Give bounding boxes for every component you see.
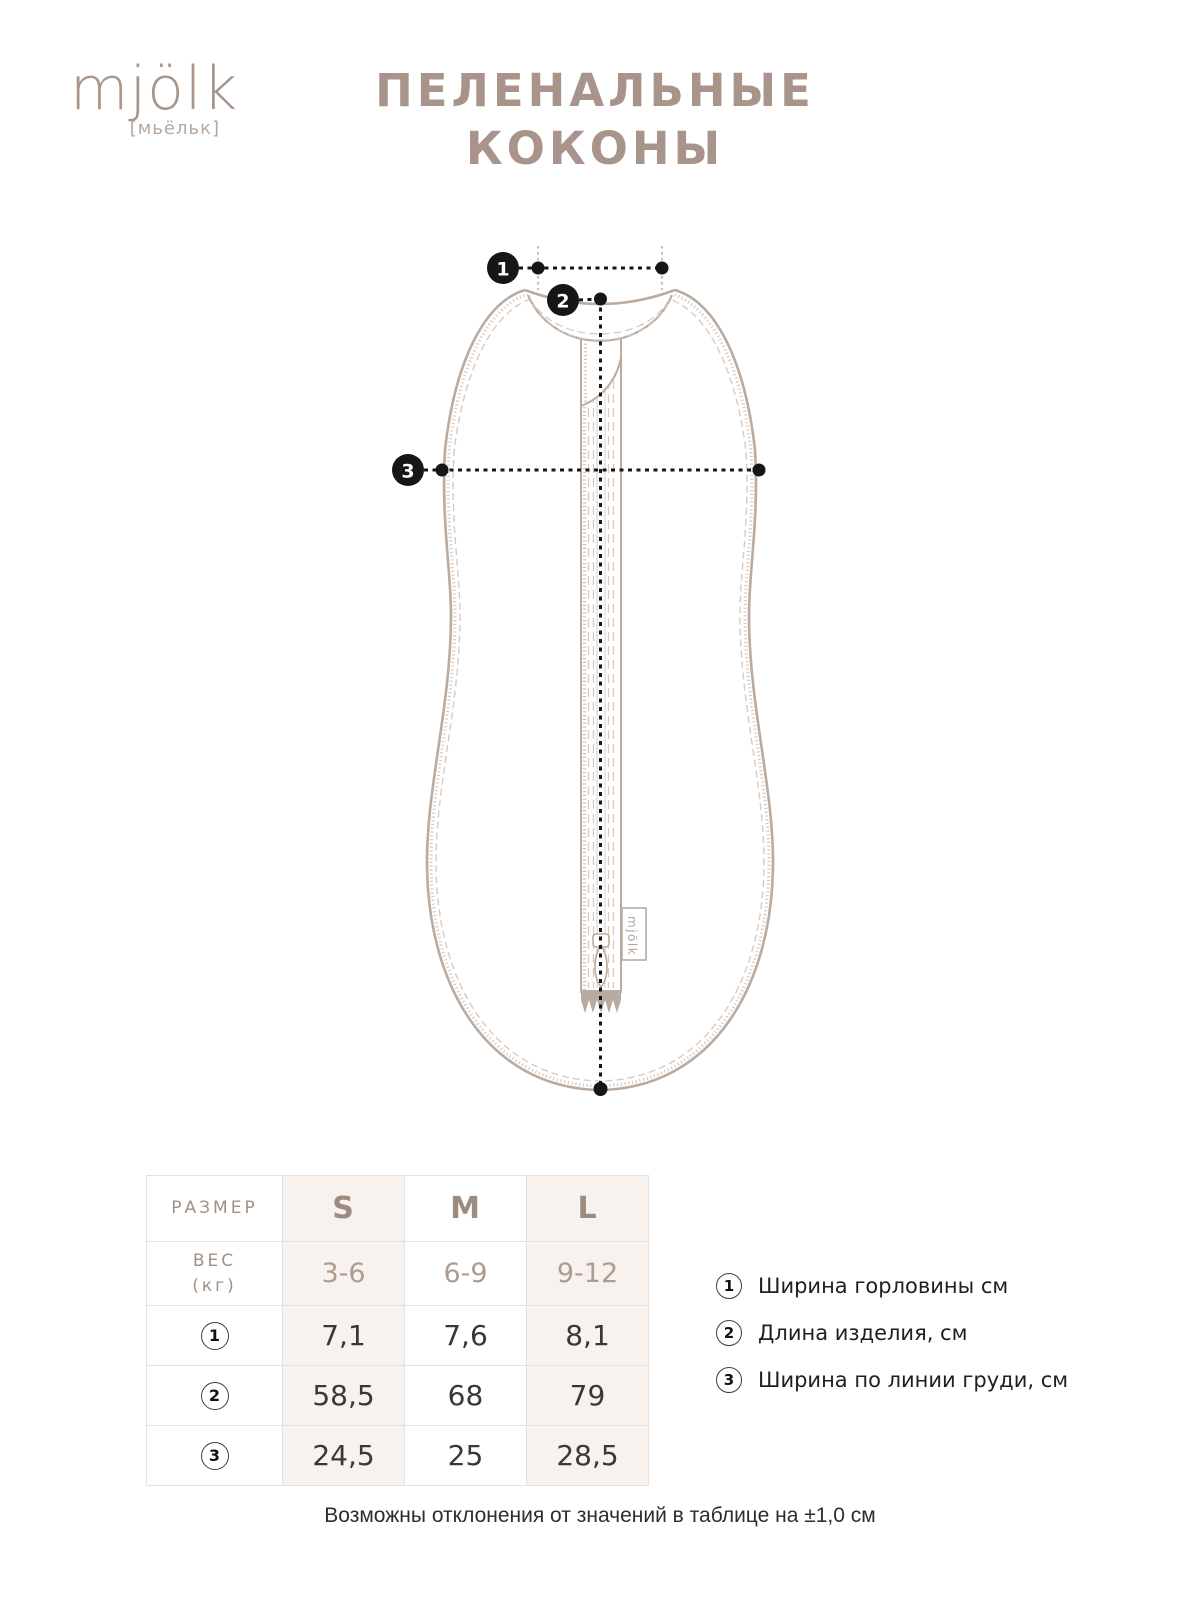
size-table-header-label	[147, 1176, 283, 1242]
page-title: ПЕЛЕНАЛЬНЫЕ КОКОНЫ	[375, 64, 815, 175]
tolerance-note: Возможны отклонения от значений в таблице на ±1,0 см	[324, 1504, 876, 1527]
measurement-1-m: 7,6	[405, 1306, 527, 1366]
measurement-2-s: 58,5	[283, 1366, 405, 1426]
measurement-1-label	[147, 1306, 283, 1366]
measurement-2-m: 68	[405, 1366, 527, 1426]
legend-1-circle: 1	[716, 1273, 742, 1299]
swaddle-cocoon-drawing	[385, 240, 815, 1100]
zipper-placket	[581, 332, 621, 992]
weight-value-m: 6-9	[405, 1242, 527, 1306]
cocoon-svg	[385, 240, 815, 1100]
marker-3-number: 3	[401, 460, 415, 483]
dim2-endpoint-top	[594, 293, 607, 306]
measurement-1-s: 7,1	[283, 1306, 405, 1366]
legend-item-2: 2 Длина изделия, см	[716, 1320, 1068, 1346]
measurement-1-circle: 1	[201, 1322, 229, 1350]
legend-item-1: 1 Ширина горловины см	[716, 1273, 1068, 1299]
brand-logo-transcription: [мьёльк]	[129, 118, 220, 139]
weight-value-l: 9-12	[527, 1242, 649, 1306]
dim2-endpoint-bottom	[594, 1082, 608, 1096]
measurement-2-circle: 2	[201, 1382, 229, 1410]
measurement-3-label	[147, 1426, 283, 1486]
brand-logo-text: mjölk	[70, 54, 239, 124]
size-col-header-s: S	[283, 1176, 405, 1242]
legend-2-circle: 2	[716, 1320, 742, 1346]
size-col-header-m: M	[405, 1176, 527, 1242]
weight-row-label: ВЕС (кг)	[147, 1242, 283, 1306]
marker-2-number: 2	[556, 290, 570, 313]
dim3-endpoint-left	[436, 464, 449, 477]
measurement-3-l: 28,5	[527, 1426, 649, 1486]
legend-item-3: 3 Ширина по линии груди, см	[716, 1367, 1068, 1393]
size-table	[146, 1175, 649, 1486]
measurement-3-circle: 3	[201, 1442, 229, 1470]
measurement-3-m: 25	[405, 1426, 527, 1486]
measurement-2-label	[147, 1366, 283, 1426]
measurement-legend	[716, 1273, 1068, 1393]
brand-logo	[70, 54, 239, 139]
measurement-2-l: 79	[527, 1366, 649, 1426]
size-label: РАЗМЕР	[171, 1198, 258, 1219]
measurement-3-s: 24,5	[283, 1426, 405, 1486]
size-col-header-l: L	[527, 1176, 649, 1242]
brand-tag-label: mjölk	[625, 916, 639, 957]
marker-1-number: 1	[496, 258, 510, 281]
dim3-endpoint-right	[753, 464, 766, 477]
weight-value-s: 3-6	[283, 1242, 405, 1306]
legend-3-circle: 3	[716, 1367, 742, 1393]
measurement-1-l: 8,1	[527, 1306, 649, 1366]
dim1-endpoint-left	[532, 262, 545, 275]
dim1-endpoint-right	[656, 262, 669, 275]
